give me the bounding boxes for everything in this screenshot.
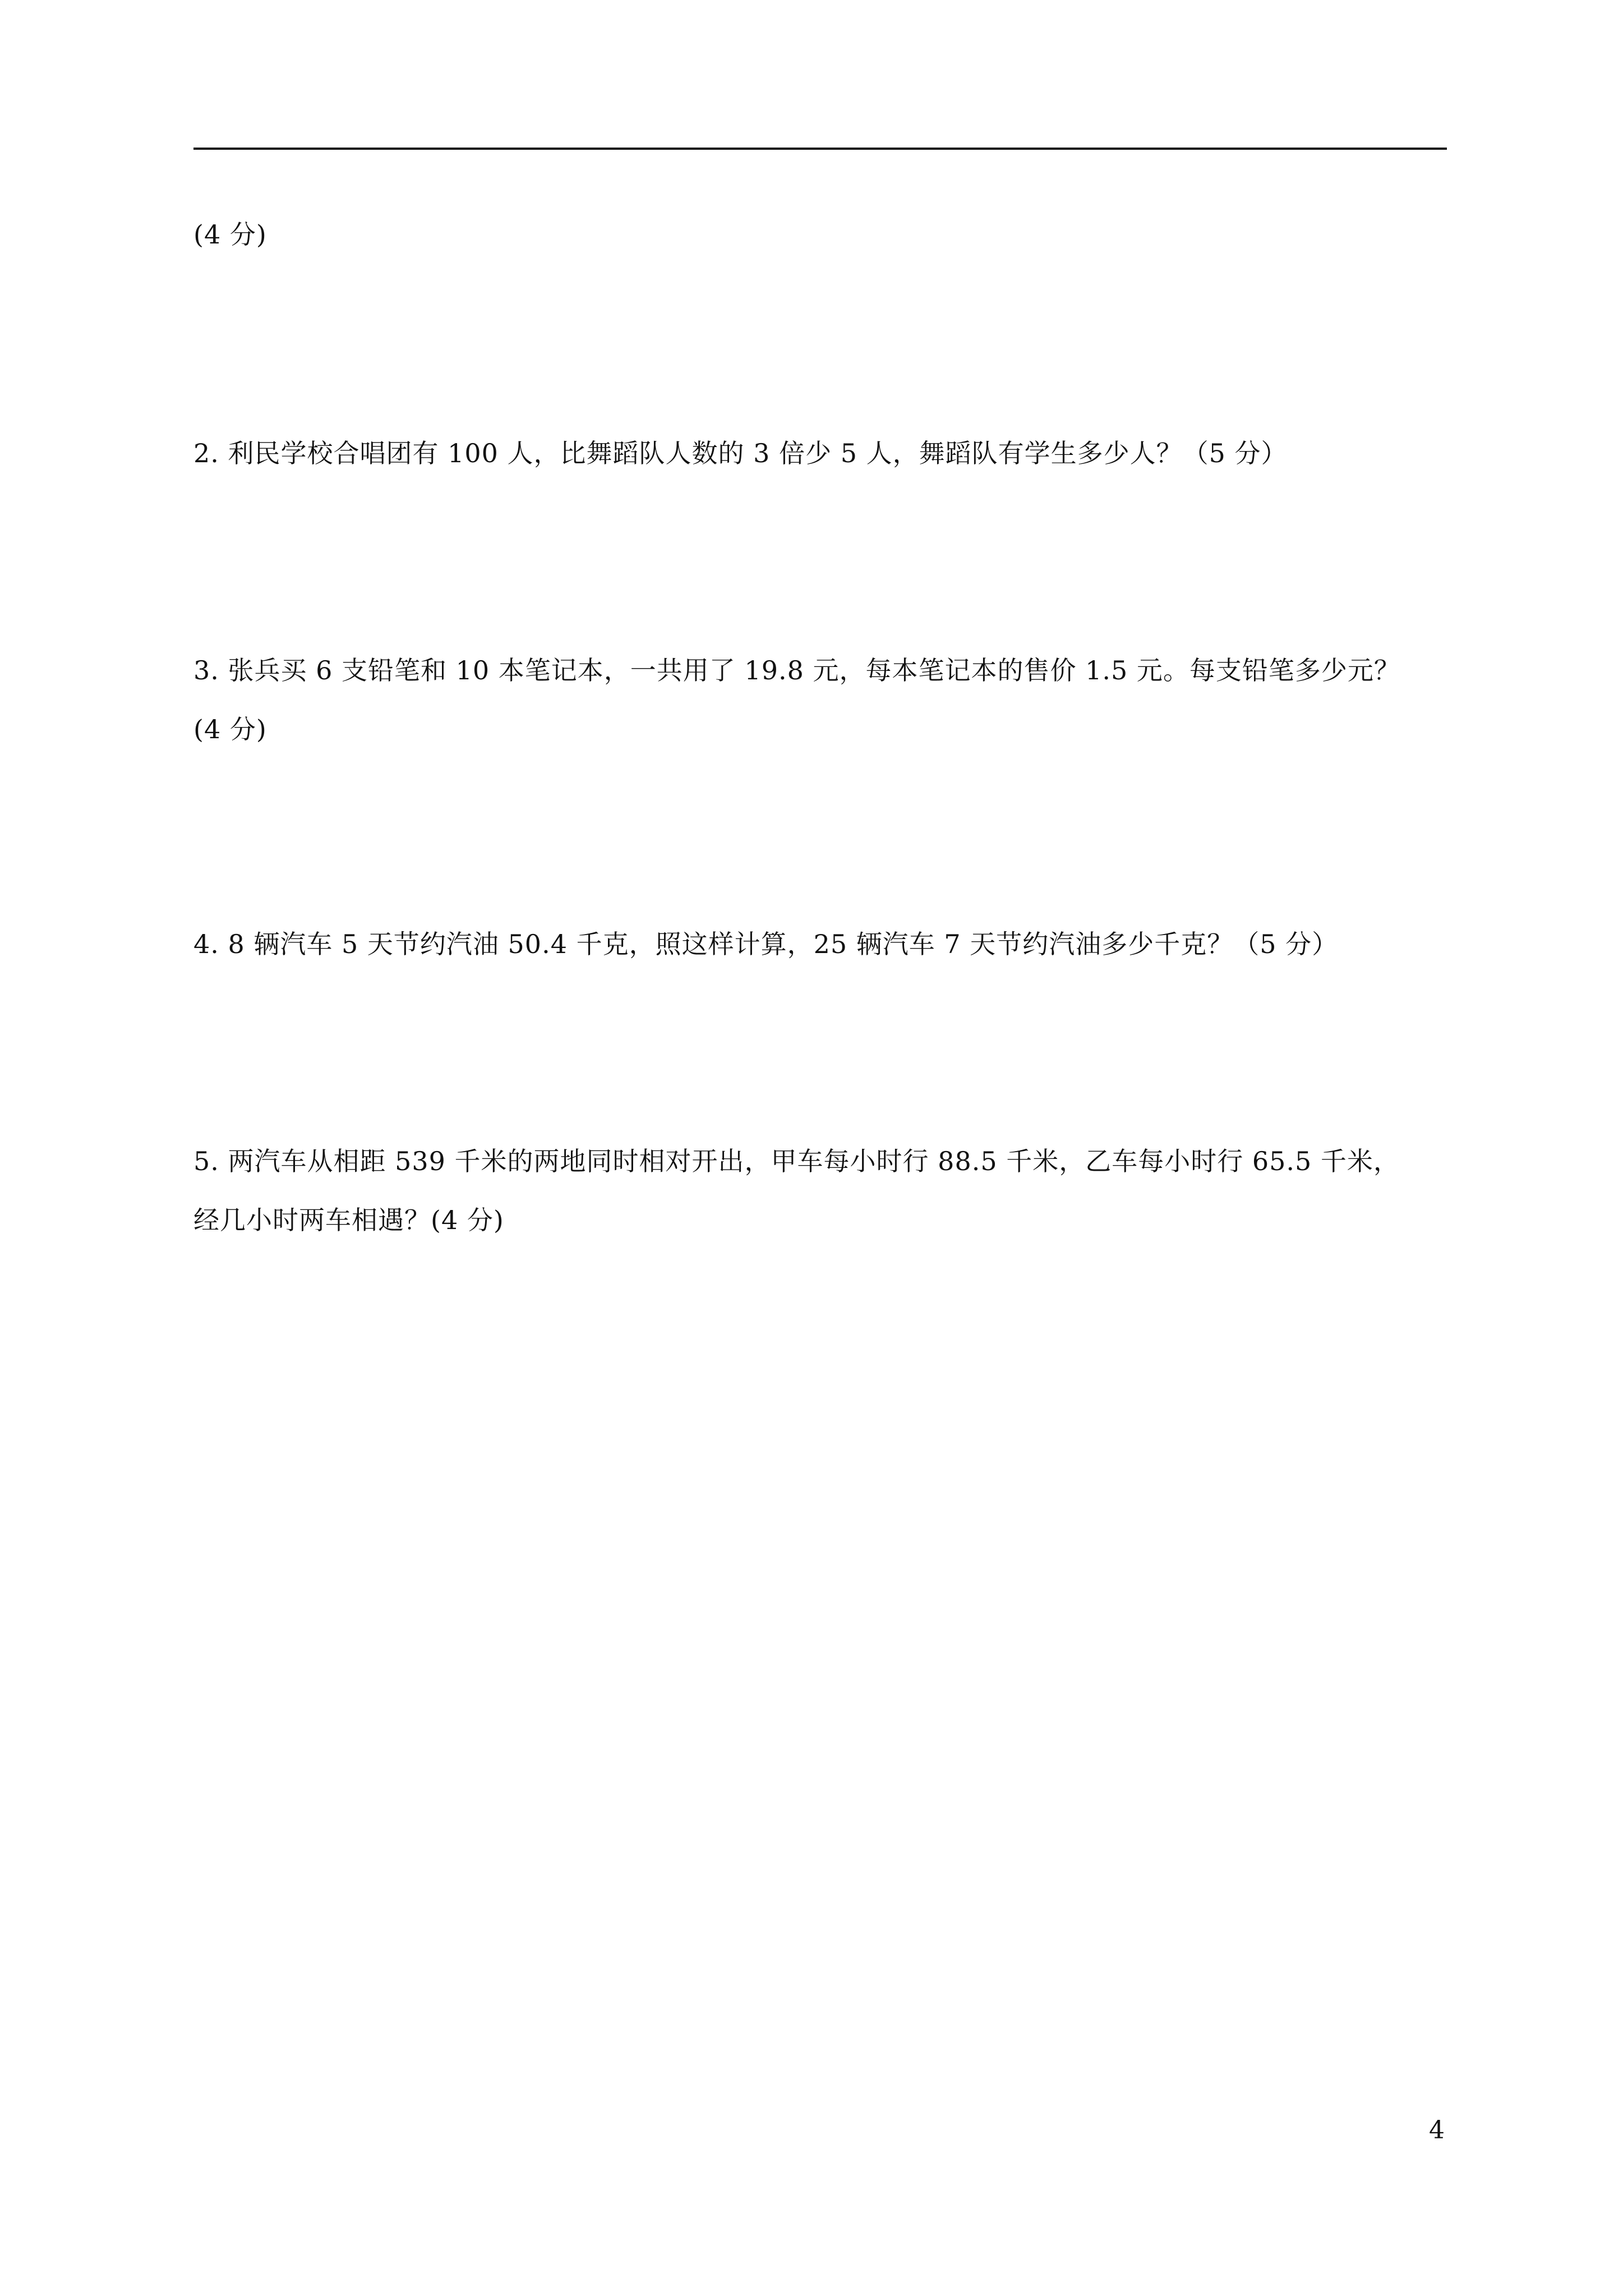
page-number: 4 xyxy=(1429,2116,1445,2145)
question-3-line-1: 3. 张兵买 6 支铅笔和 10 本笔记本，一共用了 19.8 元，每本笔记本的售价 1.5 元。每支铅笔多少元？ xyxy=(193,655,1400,685)
question-5-line-1: 5. 两汽车从相距 539 千米的两地同时相对开出，甲车每小时行 88.5 千米，乙车每小时行 65.5 千米， xyxy=(193,1146,1400,1176)
question-1-score: (4 分) xyxy=(193,219,267,250)
header-rule xyxy=(193,148,1447,150)
question-5-line-2: 经几小时两车相遇？(4 分) xyxy=(193,1205,504,1235)
question-2: 2. 利民学校合唱团有 100 人，比舞蹈队人数的 3 倍少 5 人，舞蹈队有学生多少人？（5 分） xyxy=(193,438,1288,468)
question-4: 4. 8 辆汽车 5 天节约汽油 50.4 千克，照这样计算，25 辆汽车 7 天节约汽油多少千克？（5 分） xyxy=(193,929,1339,959)
question-3-line-2: (4 分) xyxy=(193,714,267,744)
